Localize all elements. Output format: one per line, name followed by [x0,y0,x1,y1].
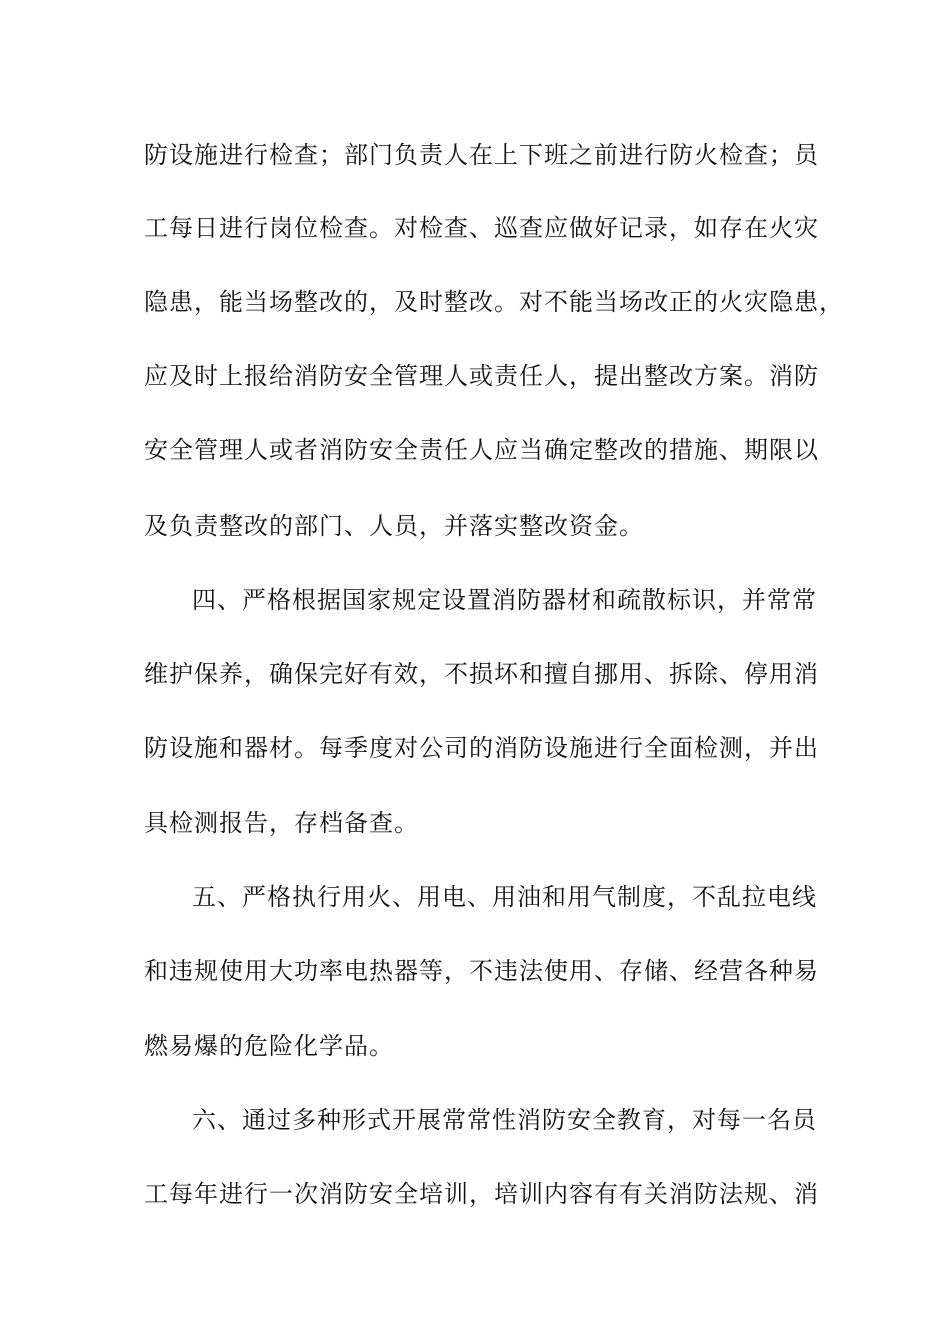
paragraph-six-first-line: 六、通过多种形式开展常常性消防安全教育，对每一名员 [192,1106,817,1134]
paragraph-five-first-line: 五、严格执行用火、用电、用油和用气制度，不乱拉电线 [192,883,817,911]
text-line: 工每日进行岗位检查。对检查、巡查应做好记录，如存在火灾 [144,214,819,242]
text-line: 工每年进行一次消防安全培训，培训内容有有关消防法规、消 [144,1180,819,1208]
text-line: 及负责整改的部门、人员，并落实整改资金。 [144,512,644,540]
text-line: 应及时上报给消防安全管理人或责任人，提出整改方案。消防 [144,362,819,390]
paragraph-four-first-line: 四、严格根据国家规定设置消防器材和疏散标识，并常常 [192,586,817,614]
text-line: 隐患，能当场整改的，及时整改。对不能当场改正的火灾隐患， [144,288,844,316]
text-line: 和违规使用大功率电热器等，不违法使用、存储、经营各种易 [144,957,819,985]
text-line: 安全管理人或者消防安全责任人应当确定整改的措施、期限以 [144,436,819,464]
text-line: 防设施进行检查；部门负责人在上下班之前进行防火检查；员 [144,141,819,169]
text-line: 防设施和器材。每季度对公司的消防设施进行全面检测，并出 [144,734,819,762]
text-line: 具检测报告，存档备查。 [144,809,419,837]
text-line: 维护保养，确保完好有效，不损坏和擅自挪用、拆除、停用消 [144,660,819,688]
text-line: 燃易爆的危险化学品。 [144,1032,394,1060]
